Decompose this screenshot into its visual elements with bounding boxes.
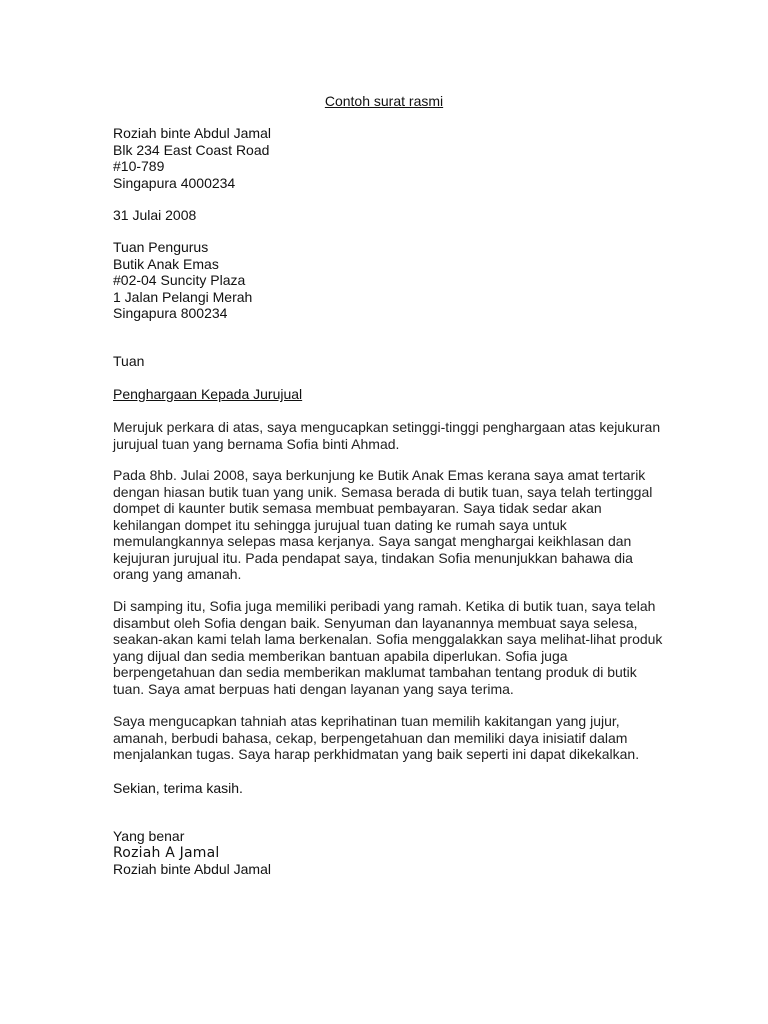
closing-block <box>113 828 673 878</box>
sender-address-line-1: Blk 234 East Coast Road <box>113 141 270 158</box>
document-title-text: Contoh surat rasmi <box>324 93 444 109</box>
recipient-address-line-2: 1 Jalan Pelangi Merah <box>113 288 253 305</box>
signer-name: Roziah binte Abdul Jamal <box>113 861 271 877</box>
sender-name: Roziah binte Abdul Jamal <box>113 125 271 141</box>
recipient-address-line-1: #02-04 Suncity Plaza <box>113 272 246 288</box>
salutation <box>113 353 673 370</box>
subject-text: Penghargaan Kepada Jurujual <box>113 386 303 402</box>
sender-address-line-2: #10-789 <box>113 158 165 174</box>
paragraph-line: orang yang amanah. <box>113 566 242 582</box>
paragraph-line: disambut oleh Sofia dengan baik. Senyuman dan layanannya membuat saya selesa, <box>113 614 638 631</box>
paragraph-line: Saya mengucapkan tahniah atas keprihatinan tuan memilih kakitangan yang jujur, <box>113 713 620 729</box>
paragraph-3 <box>113 598 673 697</box>
recipient-company: Butik Anak Emas <box>113 255 219 272</box>
paragraph-2 <box>113 467 673 583</box>
closing-phrase: Yang benar <box>113 828 185 844</box>
paragraph-line: dengan hiasan butik tuan yang unik. Semasa berada di butik tuan, saya telah tertinggal <box>113 483 653 500</box>
letter-date-text: 31 Julai 2008 <box>113 207 197 223</box>
paragraph-line: memulangkannya selepas masa kerjanya. Saya sangat menghargai keikhlasan dan <box>113 533 632 549</box>
subject-heading <box>113 386 673 403</box>
signature: Roziah A Jamal <box>113 844 220 861</box>
paragraph-line: kehilangan dompet itu sehingga jurujual tuan dating ke rumah saya untuk <box>113 516 567 533</box>
paragraph-line: amanah, berbudi bahasa, cekap, berpengetahuan dan memiliki daya inisiatif dalam <box>113 729 628 746</box>
paragraph-line: kejujuran jurujual itu. Pada pendapat saya, tindakan Sofia menunjukkan bahawa dia <box>113 549 633 566</box>
paragraph-line: berpengetahuan dan sedia memberikan maklumat tambahan tentang produk di butik <box>113 664 637 680</box>
paragraph-line: Di samping itu, Sofia juga memiliki peribadi yang ramah. Ketika di butik tuan, saya telah <box>113 598 656 614</box>
recipient-title: Tuan Pengurus <box>113 239 209 255</box>
paragraph-line: jurujual tuan yang bernama Sofia binti Ahmad. <box>113 435 400 452</box>
paragraph-line: yang dijual dan sedia memberikan bantuan apabila diperlukan. Sofia juga <box>113 647 568 664</box>
paragraph-4 <box>113 713 673 763</box>
sender-address-line-3: Singapura 4000234 <box>113 174 236 191</box>
paragraph-line: menjalankan tugas. Saya harap perkhidmatan yang baik seperti ini dapat dikekalkan. <box>113 746 640 762</box>
recipient-address-line-3: Singapura 800234 <box>113 305 228 321</box>
sender-address <box>113 125 673 191</box>
paragraph-1 <box>113 419 673 452</box>
paragraph-line: tuan. Saya amat berpuas hati dengan layanan yang saya terima. <box>113 680 514 697</box>
paragraph-line: dompet di kaunter butik semasa membuat pembayaran. Saya tidak sedar akan <box>113 500 602 516</box>
document-title <box>0 92 768 110</box>
paragraph-line: Pada 8hb. Julai 2008, saya berkunjung ke Butik Anak Emas kerana saya amat tertarik <box>113 467 646 483</box>
paragraph-line: seakan-akan kami telah lama berkenalan. Sofia menggalakkan saya melihat-lihat produk <box>113 631 663 647</box>
salutation-text: Tuan <box>113 353 145 369</box>
closing-remark-text: Sekian, terima kasih. <box>113 780 243 796</box>
closing-remark <box>113 780 673 797</box>
paragraph-line: Merujuk perkara di atas, saya mengucapkan setinggi-tinggi penghargaan atas kejukuran <box>113 419 661 435</box>
recipient-address <box>113 239 673 322</box>
letter-date <box>113 207 673 224</box>
